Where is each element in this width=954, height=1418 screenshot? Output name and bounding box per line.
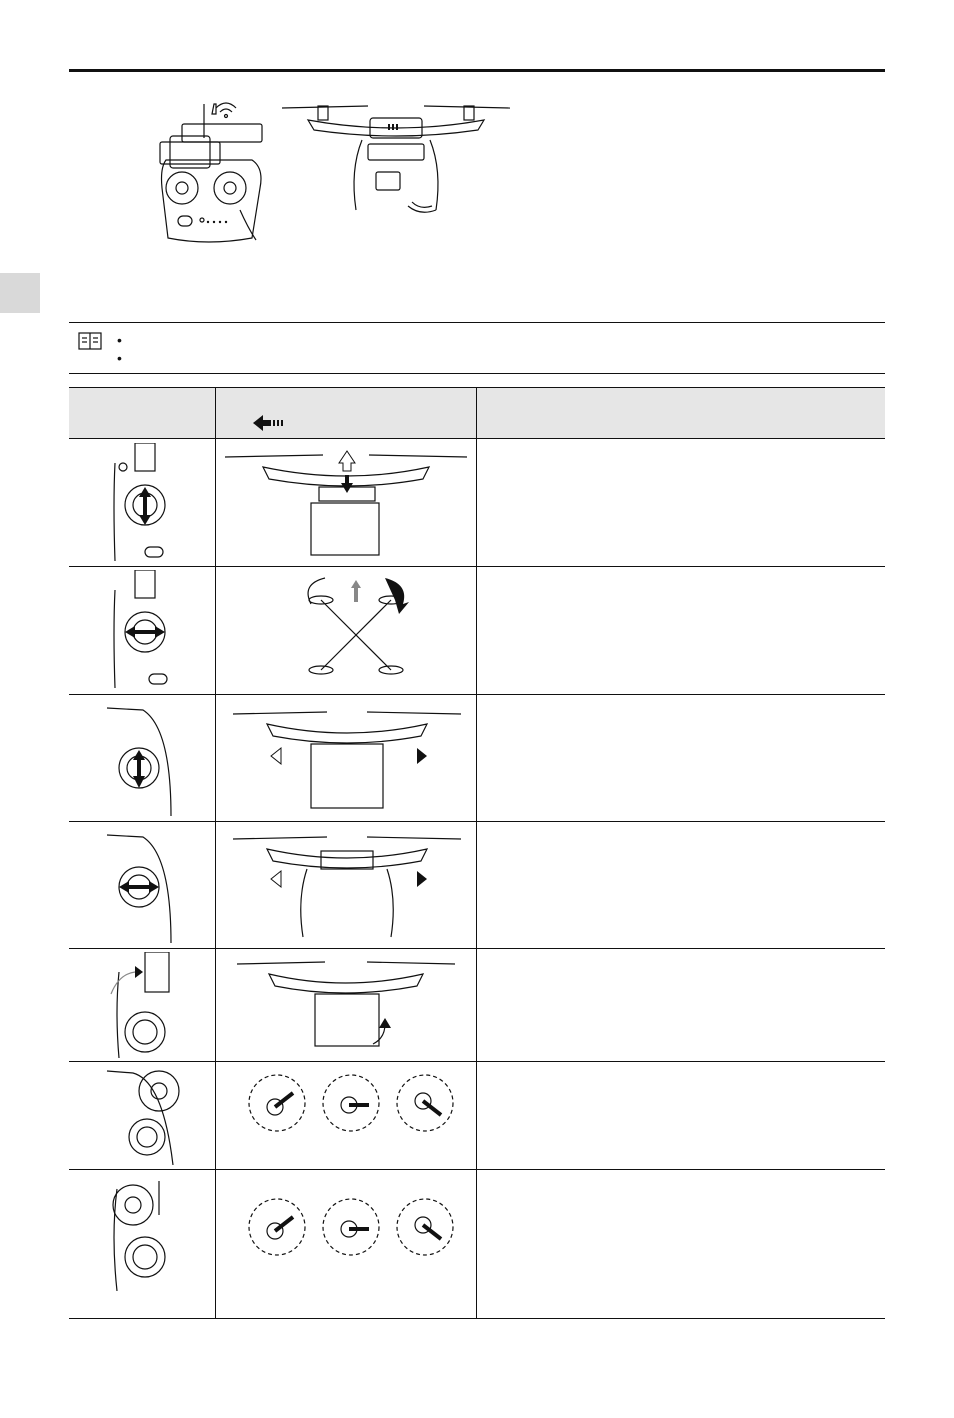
aircraft-throttle-illustration <box>223 447 469 559</box>
note-bullet-1: • <box>117 332 122 348</box>
gimbal-dial-illustration <box>105 952 185 1058</box>
right-stick-vertical-illustration <box>103 698 183 816</box>
table-header <box>69 387 885 439</box>
right-stick-horizontal-illustration <box>103 825 183 943</box>
chapter-tab <box>0 273 40 313</box>
wireless-signal-icon <box>212 100 240 120</box>
table-row <box>69 694 885 822</box>
note-block <box>69 322 885 374</box>
aircraft-gimbal-tilt-illustration <box>235 954 457 1058</box>
switch-positions-illustration <box>245 1195 457 1259</box>
controls-table <box>69 387 885 1319</box>
table-row <box>69 948 885 1062</box>
aircraft-pitch-illustration <box>231 704 463 814</box>
left-stick-horizontal-illustration <box>109 570 183 688</box>
remote-controller-illustration <box>152 98 264 246</box>
aircraft-illustration <box>278 100 514 218</box>
aircraft-yaw-illustration <box>281 570 431 688</box>
aircraft-roll-illustration <box>231 829 463 941</box>
switch-s1-illustration <box>103 1065 183 1165</box>
note-bullet-2: • <box>117 350 122 366</box>
table-row <box>69 566 885 695</box>
top-rule <box>69 69 885 72</box>
table-row <box>69 821 885 949</box>
table-row <box>69 439 885 567</box>
switch-positions-illustration <box>245 1071 457 1135</box>
table-row <box>69 1169 885 1318</box>
table-row <box>69 1061 885 1170</box>
open-book-icon <box>77 331 103 351</box>
left-stick-vertical-illustration <box>109 443 183 561</box>
switch-s2-illustration <box>103 1175 183 1291</box>
left-arrow-icon <box>253 414 285 432</box>
